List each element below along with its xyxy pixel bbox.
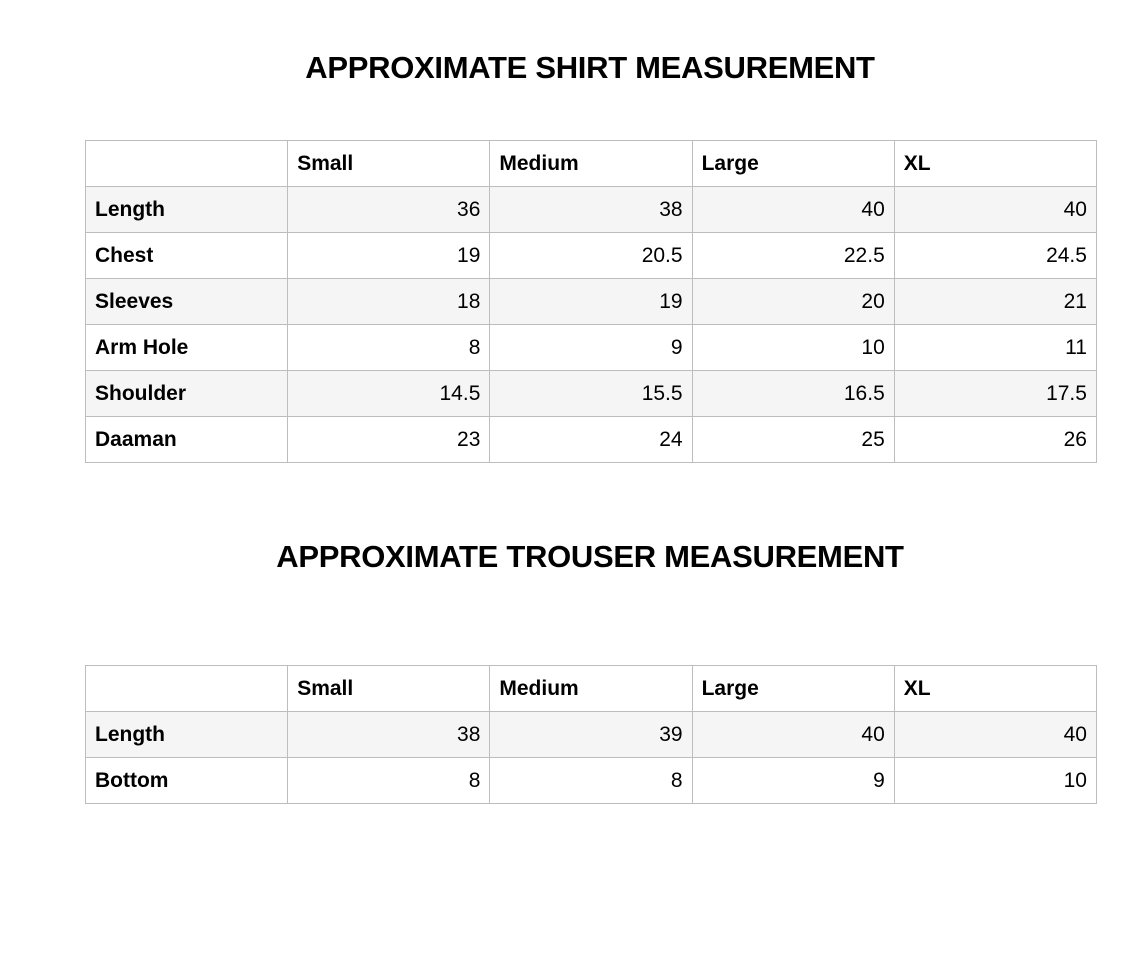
- value-cell: 17.5: [894, 371, 1096, 417]
- value-cell: 36: [288, 187, 490, 233]
- value-cell: 40: [894, 187, 1096, 233]
- trouser-measurement-table: [85, 665, 1097, 804]
- value-cell: 8: [490, 758, 692, 804]
- value-cell: 9: [692, 758, 894, 804]
- header-cell-small: Small: [288, 666, 490, 712]
- value-cell: 18: [288, 279, 490, 325]
- value-cell: 15.5: [490, 371, 692, 417]
- value-cell: 24.5: [894, 233, 1096, 279]
- value-cell: 10: [692, 325, 894, 371]
- table-row: [86, 325, 1097, 371]
- header-cell-medium: Medium: [490, 666, 692, 712]
- header-cell-medium: Medium: [490, 141, 692, 187]
- value-cell: 14.5: [288, 371, 490, 417]
- value-cell: 40: [894, 712, 1096, 758]
- value-cell: 16.5: [692, 371, 894, 417]
- value-cell: 20.5: [490, 233, 692, 279]
- table-row: [86, 712, 1097, 758]
- table-header-row: [86, 141, 1097, 187]
- shirt-measurement-table: [85, 140, 1097, 463]
- row-label: Length: [86, 187, 288, 233]
- table-row: [86, 758, 1097, 804]
- row-label: Shoulder: [86, 371, 288, 417]
- header-cell-empty: [86, 141, 288, 187]
- header-cell-empty: [86, 666, 288, 712]
- value-cell: 24: [490, 417, 692, 463]
- table-row: [86, 233, 1097, 279]
- value-cell: 22.5: [692, 233, 894, 279]
- value-cell: 26: [894, 417, 1096, 463]
- row-label: Bottom: [86, 758, 288, 804]
- value-cell: 23: [288, 417, 490, 463]
- value-cell: 38: [288, 712, 490, 758]
- value-cell: 19: [288, 233, 490, 279]
- row-label: Daaman: [86, 417, 288, 463]
- value-cell: 25: [692, 417, 894, 463]
- table-row: [86, 417, 1097, 463]
- value-cell: 19: [490, 279, 692, 325]
- header-cell-large: Large: [692, 141, 894, 187]
- value-cell: 21: [894, 279, 1096, 325]
- row-label: Length: [86, 712, 288, 758]
- header-cell-xl: XL: [894, 666, 1096, 712]
- header-cell-large: Large: [692, 666, 894, 712]
- value-cell: 10: [894, 758, 1096, 804]
- value-cell: 40: [692, 712, 894, 758]
- trouser-measurement-title: APPROXIMATE TROUSER MEASUREMENT: [276, 539, 904, 574]
- header-cell-xl: XL: [894, 141, 1096, 187]
- table-row: [86, 187, 1097, 233]
- shirt-measurement-title: APPROXIMATE SHIRT MEASUREMENT: [305, 50, 875, 85]
- value-cell: 9: [490, 325, 692, 371]
- row-label: Chest: [86, 233, 288, 279]
- value-cell: 40: [692, 187, 894, 233]
- table-header-row: [86, 666, 1097, 712]
- header-cell-small: Small: [288, 141, 490, 187]
- value-cell: 20: [692, 279, 894, 325]
- value-cell: 39: [490, 712, 692, 758]
- table-row: [86, 279, 1097, 325]
- value-cell: 8: [288, 325, 490, 371]
- row-label: Arm Hole: [86, 325, 288, 371]
- table-row: [86, 371, 1097, 417]
- value-cell: 11: [894, 325, 1096, 371]
- row-label: Sleeves: [86, 279, 288, 325]
- value-cell: 38: [490, 187, 692, 233]
- value-cell: 8: [288, 758, 490, 804]
